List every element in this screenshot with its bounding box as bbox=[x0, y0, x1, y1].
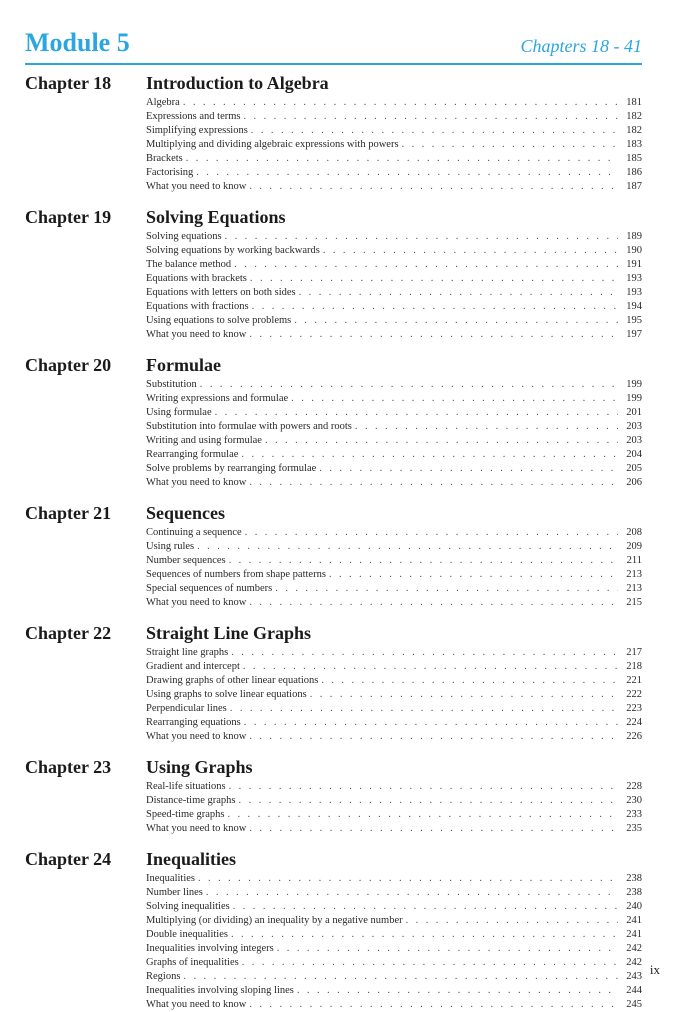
dot-leader bbox=[249, 180, 618, 194]
toc-entry[interactable] bbox=[146, 900, 642, 914]
chapter-label: Chapter 23 bbox=[25, 757, 112, 777]
entry-page-number: 199 bbox=[626, 379, 642, 390]
dot-leader bbox=[231, 646, 618, 660]
dot-leader bbox=[249, 596, 618, 610]
toc-entry[interactable] bbox=[146, 568, 642, 582]
entry-page-number: 240 bbox=[626, 901, 642, 912]
dot-leader bbox=[243, 660, 618, 674]
chapter-label: Chapter 22 bbox=[25, 623, 112, 643]
chapter-section bbox=[25, 72, 642, 194]
entry-page-number: 243 bbox=[626, 971, 642, 982]
entry-page-number: 242 bbox=[626, 957, 642, 968]
chapter-entries bbox=[146, 526, 642, 610]
entry-page-number: 185 bbox=[626, 153, 642, 164]
entry-page-number: 213 bbox=[626, 569, 642, 580]
chapter-entries bbox=[146, 780, 642, 836]
entry-title: What you need to know bbox=[146, 823, 247, 834]
toc-entry[interactable] bbox=[146, 716, 642, 730]
dot-leader bbox=[244, 110, 619, 124]
entry-title: Continuing a sequence bbox=[146, 527, 242, 538]
dot-leader bbox=[265, 434, 618, 448]
entry-page-number: 204 bbox=[626, 449, 642, 460]
chapter-entries bbox=[146, 872, 642, 1012]
entry-title: Solving inequalities bbox=[146, 901, 230, 912]
toc-entry[interactable] bbox=[146, 110, 642, 124]
entry-title: Inequalities involving integers bbox=[146, 943, 274, 954]
entry-title: Substitution bbox=[146, 379, 197, 390]
dot-leader bbox=[291, 392, 618, 406]
entry-title: Solving equations by working backwards bbox=[146, 245, 320, 256]
toc-entry[interactable] bbox=[146, 886, 642, 900]
entry-title: Writing and using formulae bbox=[146, 435, 262, 446]
entry-title: Algebra bbox=[146, 97, 180, 108]
dot-leader bbox=[215, 406, 618, 420]
chapter-section bbox=[25, 756, 642, 836]
entry-title: Inequalities involving sloping lines bbox=[146, 985, 294, 996]
entry-page-number: 235 bbox=[626, 823, 642, 834]
toc-entry[interactable] bbox=[146, 300, 642, 314]
toc-entry[interactable] bbox=[146, 314, 642, 328]
entry-title: What you need to know bbox=[146, 999, 247, 1010]
dot-leader bbox=[230, 702, 618, 716]
toc-entry[interactable] bbox=[146, 378, 642, 392]
entry-page-number: 193 bbox=[626, 287, 642, 298]
entry-page-number: 222 bbox=[626, 689, 642, 700]
chapter-section bbox=[25, 502, 642, 610]
chapters-range: Chapters 18 - 41 bbox=[520, 36, 642, 56]
toc-entry[interactable] bbox=[146, 928, 642, 942]
dot-leader bbox=[229, 780, 618, 794]
toc-entry[interactable] bbox=[146, 780, 642, 794]
entry-title: Writing expressions and formulae bbox=[146, 393, 289, 404]
entry-title: Special sequences of numbers bbox=[146, 583, 273, 594]
entry-page-number: 181 bbox=[626, 97, 642, 108]
toc-entry[interactable] bbox=[146, 180, 642, 194]
dot-leader bbox=[249, 476, 618, 490]
toc-entry[interactable] bbox=[146, 244, 642, 258]
dot-leader bbox=[310, 688, 618, 702]
entry-page-number: 217 bbox=[626, 647, 642, 658]
toc-entry[interactable] bbox=[146, 124, 642, 138]
dot-leader bbox=[242, 956, 618, 970]
entry-page-number: 238 bbox=[626, 873, 642, 884]
dot-leader bbox=[299, 286, 618, 300]
toc-entry[interactable] bbox=[146, 448, 642, 462]
entry-title: Using rules bbox=[146, 541, 195, 552]
entry-title: Inequalities bbox=[146, 873, 195, 884]
chapter-label: Chapter 18 bbox=[25, 73, 112, 93]
toc-entry[interactable] bbox=[146, 230, 642, 244]
entry-title: Brackets bbox=[146, 153, 183, 164]
dot-leader bbox=[249, 730, 618, 744]
toc-entry[interactable] bbox=[146, 406, 642, 420]
entry-page-number: 242 bbox=[626, 943, 642, 954]
entry-page-number: 186 bbox=[626, 167, 642, 178]
entry-title: Solving equations bbox=[146, 231, 222, 242]
entry-page-number: 187 bbox=[626, 181, 642, 192]
entry-title: Solve problems by rearranging formulae bbox=[146, 463, 317, 474]
entry-page-number: 191 bbox=[626, 259, 642, 270]
chapter-entries bbox=[146, 646, 642, 744]
toc-entry[interactable] bbox=[146, 674, 642, 688]
toc-entry[interactable] bbox=[146, 582, 642, 596]
chapter-title: Solving Equations bbox=[146, 207, 286, 227]
dot-leader bbox=[323, 244, 618, 258]
entry-title: Equations with fractions bbox=[146, 301, 249, 312]
dot-leader bbox=[249, 328, 618, 342]
entry-title: Sequences of numbers from shape patterns bbox=[146, 569, 326, 580]
chapter-title: Formulae bbox=[146, 355, 221, 375]
entry-page-number: 201 bbox=[626, 407, 642, 418]
toc-entry[interactable] bbox=[146, 138, 642, 152]
entry-page-number: 209 bbox=[626, 541, 642, 552]
toc-entry[interactable] bbox=[146, 688, 642, 702]
entry-page-number: 238 bbox=[626, 887, 642, 898]
toc-entry[interactable] bbox=[146, 822, 642, 836]
toc-entry[interactable] bbox=[146, 984, 642, 998]
dot-leader bbox=[277, 942, 618, 956]
toc-entry[interactable] bbox=[146, 420, 642, 434]
toc-entry[interactable] bbox=[146, 392, 642, 406]
entry-title: Equations with letters on both sides bbox=[146, 287, 296, 298]
toc-entry[interactable] bbox=[146, 434, 642, 448]
entry-title: Using equations to solve problems bbox=[146, 315, 292, 326]
chapter-section bbox=[25, 848, 642, 1012]
entry-title: Rearranging equations bbox=[146, 717, 241, 728]
entry-page-number: 244 bbox=[626, 985, 642, 996]
dot-leader bbox=[196, 166, 618, 180]
entry-page-number: 241 bbox=[626, 929, 642, 940]
toc-entry[interactable] bbox=[146, 998, 642, 1012]
chapter-label: Chapter 20 bbox=[25, 355, 112, 375]
chapter-label: Chapter 24 bbox=[25, 849, 112, 869]
toc-entry[interactable] bbox=[146, 942, 642, 956]
entry-page-number: 197 bbox=[626, 329, 642, 340]
entry-title: Factorising bbox=[146, 167, 194, 178]
entry-page-number: 218 bbox=[626, 661, 642, 672]
toc-entry[interactable] bbox=[146, 914, 642, 928]
chapter-label: Chapter 21 bbox=[25, 503, 112, 523]
toc-entry[interactable] bbox=[146, 702, 642, 716]
chapter-title: Using Graphs bbox=[146, 757, 253, 777]
entry-page-number: 221 bbox=[626, 675, 642, 686]
dot-leader bbox=[319, 462, 618, 476]
toc-entry[interactable] bbox=[146, 152, 642, 166]
dot-leader bbox=[186, 152, 618, 166]
dot-leader bbox=[297, 984, 618, 998]
entry-title: Equations with brackets bbox=[146, 273, 247, 284]
entry-title: Multiplying (or dividing) an inequality by a negative number bbox=[146, 915, 403, 926]
chapter-section bbox=[25, 354, 642, 490]
entry-page-number: 203 bbox=[626, 435, 642, 446]
chapter-section bbox=[25, 622, 642, 744]
dot-leader bbox=[233, 900, 618, 914]
entry-page-number: 190 bbox=[626, 245, 642, 256]
entry-title: What you need to know bbox=[146, 731, 247, 742]
dot-leader bbox=[200, 378, 618, 392]
entry-title: Rearranging formulae bbox=[146, 449, 239, 460]
dot-leader bbox=[244, 716, 618, 730]
dot-leader bbox=[239, 794, 618, 808]
entry-title: Drawing graphs of other linear equations bbox=[146, 675, 319, 686]
entry-page-number: 224 bbox=[626, 717, 642, 728]
entry-title: Speed-time graphs bbox=[146, 809, 225, 820]
entry-title: What you need to know bbox=[146, 477, 247, 488]
dot-leader bbox=[321, 674, 618, 688]
entry-page-number: 206 bbox=[626, 477, 642, 488]
dot-leader bbox=[251, 124, 618, 138]
toc-entry[interactable] bbox=[146, 730, 642, 744]
dot-leader bbox=[234, 258, 618, 272]
toc-entry[interactable] bbox=[146, 96, 642, 110]
dot-leader bbox=[294, 314, 618, 328]
dot-leader bbox=[197, 540, 618, 554]
entry-title: What you need to know bbox=[146, 597, 247, 608]
entry-page-number: 208 bbox=[626, 527, 642, 538]
toc-entry[interactable] bbox=[146, 808, 642, 822]
chapter-title: Sequences bbox=[146, 503, 226, 523]
entry-page-number: 245 bbox=[626, 999, 642, 1010]
toc-entry[interactable] bbox=[146, 540, 642, 554]
toc-entry[interactable] bbox=[146, 596, 642, 610]
toc-entry[interactable] bbox=[146, 328, 642, 342]
entry-title: Substitution into formulae with powers and roots bbox=[146, 421, 352, 432]
dot-leader bbox=[355, 420, 618, 434]
dot-leader bbox=[227, 808, 618, 822]
toc-entry[interactable] bbox=[146, 476, 642, 490]
entry-title: The balance method bbox=[146, 259, 232, 270]
module-title: Module 5 bbox=[25, 28, 130, 57]
dot-leader bbox=[198, 872, 618, 886]
dot-leader bbox=[206, 886, 618, 900]
entry-title: Double inequalities bbox=[146, 929, 228, 940]
entry-title: Straight line graphs bbox=[146, 647, 229, 658]
chapter-label: Chapter 19 bbox=[25, 207, 112, 227]
entry-page-number: 233 bbox=[626, 809, 642, 820]
dot-leader bbox=[275, 582, 618, 596]
entry-title: Perpendicular lines bbox=[146, 703, 227, 714]
dot-leader bbox=[229, 554, 618, 568]
chapter-entries bbox=[146, 230, 642, 342]
entry-page-number: 203 bbox=[626, 421, 642, 432]
toc-entry[interactable] bbox=[146, 794, 642, 808]
chapter-title: Introduction to Algebra bbox=[146, 73, 329, 93]
module-header bbox=[25, 27, 642, 65]
dot-leader bbox=[250, 272, 618, 286]
toc-entry[interactable] bbox=[146, 272, 642, 286]
entry-title: Simplifying expressions bbox=[146, 125, 248, 136]
dot-leader bbox=[183, 96, 618, 110]
entry-title: Gradient and intercept bbox=[146, 661, 240, 672]
entry-page-number: 183 bbox=[626, 139, 642, 150]
entry-page-number: 199 bbox=[626, 393, 642, 404]
dot-leader bbox=[252, 300, 618, 314]
chapter-section bbox=[25, 206, 642, 342]
toc-entry[interactable] bbox=[146, 526, 642, 540]
chapter-title: Straight Line Graphs bbox=[146, 623, 312, 643]
entry-page-number: 223 bbox=[626, 703, 642, 714]
entry-page-number: 230 bbox=[626, 795, 642, 806]
dot-leader bbox=[249, 998, 618, 1012]
entry-page-number: 228 bbox=[626, 781, 642, 792]
entry-title: Number sequences bbox=[146, 555, 226, 566]
dot-leader bbox=[249, 822, 618, 836]
entry-title: What you need to know bbox=[146, 329, 247, 340]
entry-page-number: 193 bbox=[626, 273, 642, 284]
table-of-contents bbox=[25, 72, 642, 1012]
entry-page-number: 213 bbox=[626, 583, 642, 594]
toc-entry[interactable] bbox=[146, 660, 642, 674]
entry-page-number: 241 bbox=[626, 915, 642, 926]
toc-entry[interactable] bbox=[146, 970, 642, 984]
entry-page-number: 205 bbox=[626, 463, 642, 474]
page-number: ix bbox=[649, 962, 660, 977]
dot-leader bbox=[245, 526, 618, 540]
entry-title: Using graphs to solve linear equations bbox=[146, 689, 307, 700]
entry-page-number: 226 bbox=[626, 731, 642, 742]
toc-entry[interactable] bbox=[146, 258, 642, 272]
entry-title: Distance-time graphs bbox=[146, 795, 236, 806]
entry-page-number: 182 bbox=[626, 111, 642, 122]
entry-title: Expressions and terms bbox=[146, 111, 241, 122]
chapter-entries bbox=[146, 378, 642, 490]
dot-leader bbox=[329, 568, 618, 582]
toc-entry[interactable] bbox=[146, 462, 642, 476]
dot-leader bbox=[183, 970, 618, 984]
toc-entry[interactable] bbox=[146, 554, 642, 568]
dot-leader bbox=[231, 928, 618, 942]
toc-entry[interactable] bbox=[146, 956, 642, 970]
entry-page-number: 211 bbox=[626, 555, 642, 566]
dot-leader bbox=[406, 914, 618, 928]
entry-page-number: 195 bbox=[626, 315, 642, 326]
dot-leader bbox=[241, 448, 618, 462]
entry-page-number: 189 bbox=[626, 231, 642, 242]
entry-page-number: 194 bbox=[626, 301, 642, 312]
toc-entry[interactable] bbox=[146, 286, 642, 300]
entry-title: Using formulae bbox=[146, 407, 212, 418]
entry-title: Graphs of inequalities bbox=[146, 957, 239, 968]
toc-entry[interactable] bbox=[146, 166, 642, 180]
entry-title: Real-life situations bbox=[146, 781, 226, 792]
chapter-entries bbox=[146, 96, 642, 194]
entry-title: Number lines bbox=[146, 887, 203, 898]
toc-entry[interactable] bbox=[146, 872, 642, 886]
dot-leader bbox=[402, 138, 618, 152]
entry-page-number: 215 bbox=[626, 597, 642, 608]
entry-title: Regions bbox=[146, 971, 181, 982]
entry-page-number: 182 bbox=[626, 125, 642, 136]
chapter-title: Inequalities bbox=[146, 849, 237, 869]
entry-title: What you need to know bbox=[146, 181, 247, 192]
toc-entry[interactable] bbox=[146, 646, 642, 660]
entry-title: Multiplying and dividing algebraic expressions with powers bbox=[146, 139, 399, 150]
dot-leader bbox=[225, 230, 618, 244]
